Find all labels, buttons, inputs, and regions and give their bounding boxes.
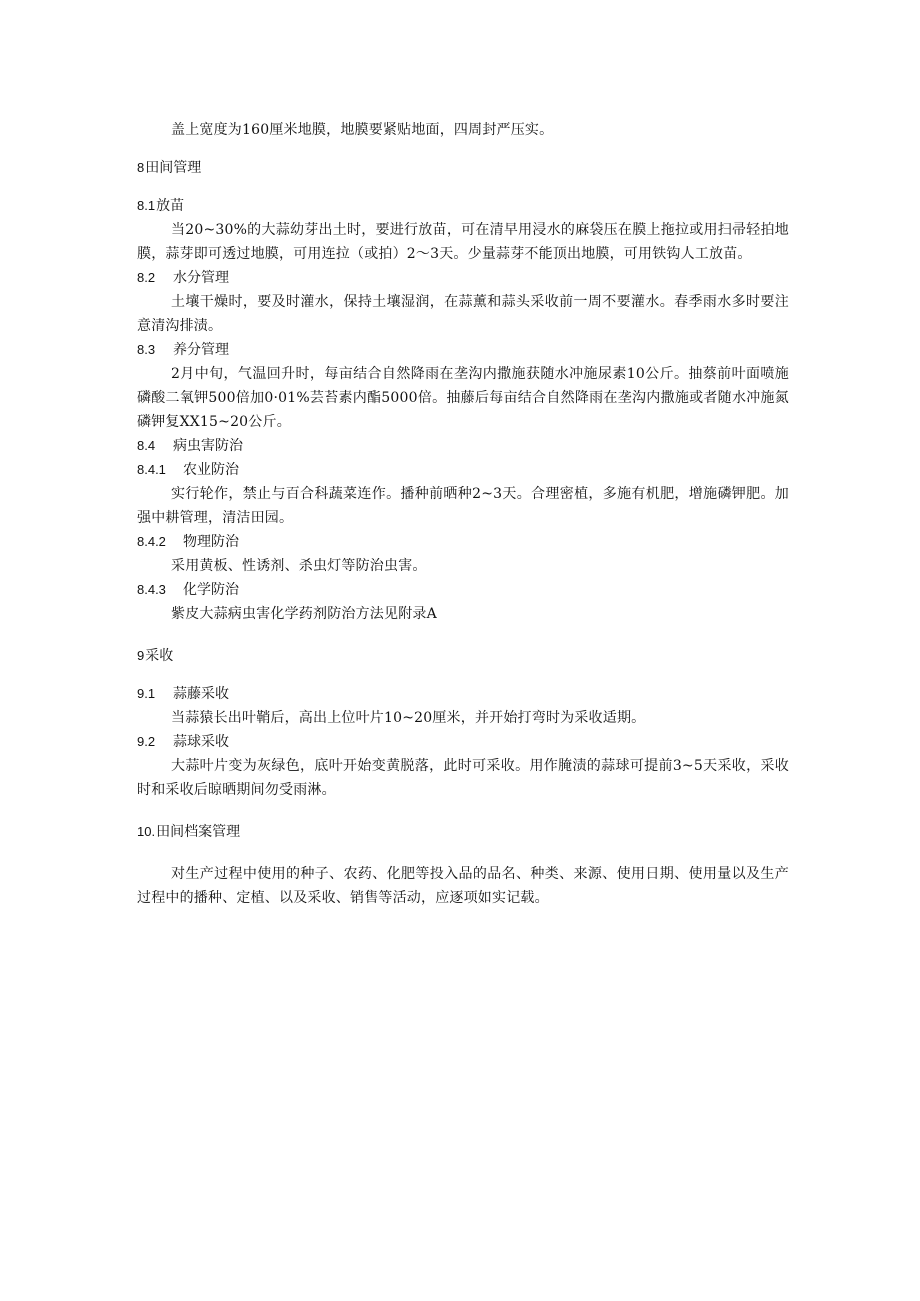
section-number: 8.1 [137, 198, 156, 213]
section-8-2-heading [137, 266, 789, 290]
section-title: 农业防治 [183, 462, 239, 478]
document-page [137, 118, 789, 910]
section-8-4-2-heading [137, 530, 789, 554]
section-title: 化学防治 [183, 582, 239, 598]
section-9-heading [137, 644, 789, 668]
section-9-1-body: 当蒜猿长出叶鞘后，高出上位叶片10~20厘米，并开始打弯时为采收适期。 [171, 710, 646, 726]
section-number: 8.4 [137, 438, 156, 453]
intro-paragraph: 盖上宽度为160厘米地膜，地膜要紧贴地面，四周封严压实。 [171, 122, 554, 138]
section-number: 8.4.1 [137, 462, 166, 477]
section-number: 9.2 [137, 734, 156, 749]
section-8-4-heading [137, 434, 789, 458]
section-8-4-3-heading [137, 578, 789, 602]
section-title: 蒜球采收 [173, 734, 229, 750]
section-number: 8.3 [137, 342, 156, 357]
section-9-2-body: 大蒜叶片变为灰绿色，底叶开始变黄脱落，此时可采收。用作腌渍的蒜球可提前3~5天采收，采收时和采收后晾晒期间勿受雨淋。 [137, 758, 789, 798]
section-title: 水分管理 [173, 270, 229, 286]
section-title: 田间管理 [145, 160, 202, 176]
section-number: 8.4.3 [137, 582, 166, 597]
section-number: 9 [137, 648, 145, 663]
section-number: 8.2 [137, 270, 156, 285]
section-title: 放苗 [156, 198, 185, 214]
section-title: 养分管理 [173, 342, 229, 358]
section-8-4-1-body: 实行轮作，禁止与百合科蔬菜连作。播种前晒种2~3天。合理密植，多施有机肥，增施磷钾肥。加强中耕管理，清洁田园。 [137, 486, 789, 526]
section-8-4-3-body: 紫皮大蒜病虫害化学药剂防治方法见附录A [171, 606, 437, 622]
section-9-2-heading [137, 730, 789, 754]
section-8-1-body: 当20~30%的大蒜幼芽出土时，要进行放苗，可在清早用浸水的麻袋压在膜上拖拉或用扫帚轻拍地膜，蒜芽即可透过地膜，可用连拉（或拍）2～3天。少量蒜芽不能顶出地膜，可用铁钩人工放苗。 [137, 222, 789, 262]
section-number: 8 [137, 160, 145, 175]
section-number: 9.1 [137, 686, 156, 701]
section-8-2-body: 土壤干燥时，要及时灌水，保持土壤湿润，在蒜薰和蒜头采收前一周不要灌水。春季雨水多时要注意清沟排渍。 [137, 294, 789, 334]
section-10-heading [137, 820, 789, 844]
section-number: 10. [137, 824, 156, 839]
section-9-1-heading [137, 682, 789, 706]
section-8-4-1-heading [137, 458, 789, 482]
section-8-3-body: 2月中旬，气温回升时，每亩结合自然降雨在垄沟内撒施获随水冲施尿素10公斤。抽蔡前叶面喷施磷酸二氧钾500倍加0·01%芸苔素内酯5000倍。抽藤后每亩结合自然降雨在垄沟内撒施或者随水冲施氮磷钾复XX15~20公斤。 [137, 366, 789, 430]
section-number: 8.4.2 [137, 534, 166, 549]
section-8-1-heading [137, 194, 789, 218]
section-8-heading [137, 156, 789, 180]
section-title: 蒜藤采收 [173, 686, 229, 702]
section-title: 病虫害防治 [173, 438, 243, 454]
section-title: 田间档案管理 [156, 824, 241, 840]
section-title: 采收 [145, 648, 174, 664]
section-8-3-heading [137, 338, 789, 362]
section-8-4-2-body: 采用黄板、性诱剂、杀虫灯等防治虫害。 [171, 558, 427, 574]
section-title: 物理防治 [183, 534, 239, 550]
section-10-body: 对生产过程中使用的种子、农药、化肥等投入品的品名、种类、来源、使用日期、使用量以及生产过程中的播种、定植、以及采收、销售等活动，应逐项如实记载。 [137, 866, 789, 906]
